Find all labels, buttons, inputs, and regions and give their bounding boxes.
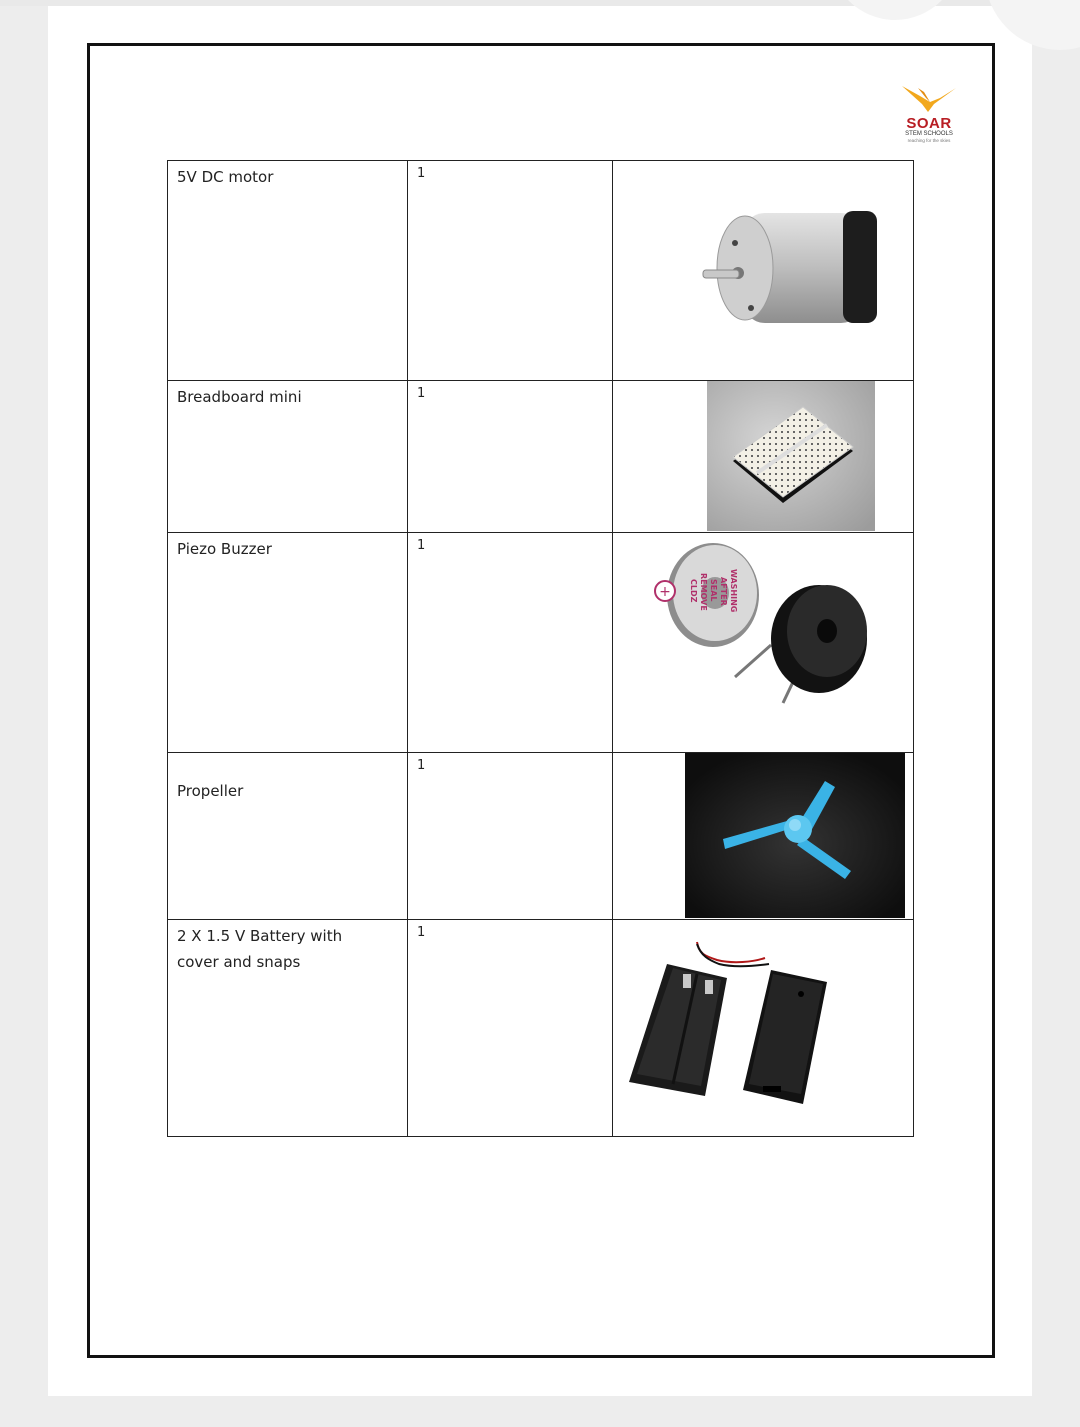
item-qty: 1 xyxy=(417,925,426,940)
logo-word: SOAR xyxy=(906,115,952,132)
item-name: Breadboard mini xyxy=(177,388,302,406)
svg-text:+: + xyxy=(659,584,671,600)
item-image-cell xyxy=(613,161,914,381)
buzzer-label-line: WASHING xyxy=(729,569,738,613)
table-row xyxy=(168,920,914,1137)
buzzer-label-line: AFTER xyxy=(719,577,728,606)
item-qty: 1 xyxy=(417,386,426,401)
buzzer-label-line: SEAL xyxy=(709,579,718,602)
item-image-cell xyxy=(613,381,914,533)
item-name-cell xyxy=(168,161,408,381)
item-name-cell xyxy=(168,381,408,533)
item-name: 2 X 1.5 V Battery with cover and snaps xyxy=(177,927,343,971)
table-row xyxy=(168,533,914,753)
battery-holder-photo xyxy=(623,934,853,1108)
parts-table xyxy=(167,160,914,1137)
item-qty-cell xyxy=(408,381,613,533)
table-row xyxy=(168,753,914,920)
buzzer-label-line: REMOVE xyxy=(699,573,708,611)
item-name-cell xyxy=(168,753,408,920)
buzzer-label-line: CLDZ xyxy=(689,579,698,603)
item-qty-cell xyxy=(408,753,613,920)
table-row xyxy=(168,381,914,533)
item-name-cell xyxy=(168,920,408,1137)
item-image-cell xyxy=(613,920,914,1137)
item-image-cell xyxy=(613,533,914,753)
item-qty: 1 xyxy=(417,166,426,181)
logo-tagline: reaching for the skies xyxy=(907,138,951,143)
item-name: Propeller xyxy=(177,782,244,800)
breadboard-photo xyxy=(707,381,875,535)
propeller-photo xyxy=(685,753,905,922)
item-image-cell xyxy=(613,753,914,920)
logo-subtitle: STEM SCHOOLS xyxy=(905,131,953,137)
piezo-buzzer-photo xyxy=(651,535,881,719)
item-qty-cell xyxy=(408,533,613,753)
soar-bird-icon xyxy=(900,82,958,116)
item-qty: 1 xyxy=(417,758,426,773)
item-qty-cell xyxy=(408,920,613,1137)
item-name-cell xyxy=(168,533,408,753)
table-row xyxy=(168,161,914,381)
soar-logo xyxy=(897,82,961,148)
item-name: Piezo Buzzer xyxy=(177,540,272,558)
item-qty: 1 xyxy=(417,538,426,553)
item-name: 5V DC motor xyxy=(177,168,274,186)
dc-motor-photo xyxy=(693,193,893,357)
item-qty-cell xyxy=(408,161,613,381)
